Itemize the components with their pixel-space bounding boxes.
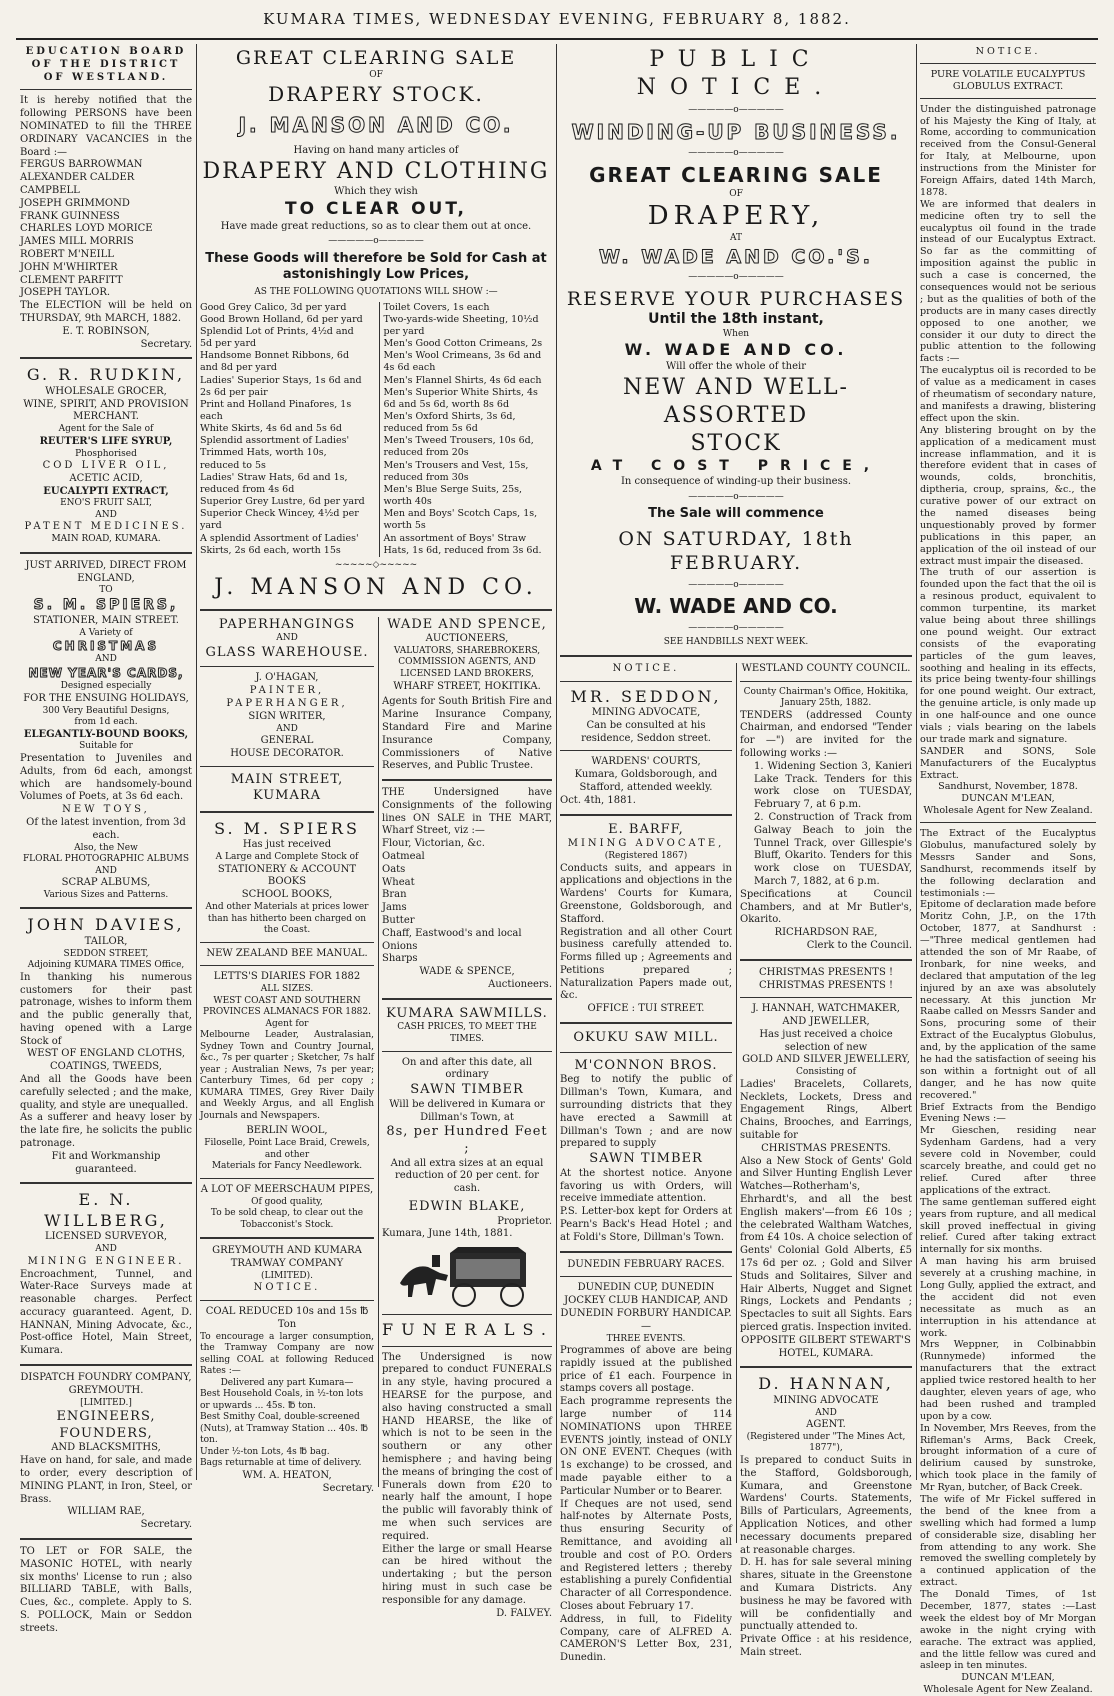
- ad-line: Has just received a choice selection of new: [759, 1028, 893, 1053]
- price-item: Splendid assortment of Ladies' Trimmed Hats, worth 10s, reduced to 5s: [200, 435, 350, 471]
- ad-line: AS THE FOLLOWING QUOTATIONS WILL SHOW :—: [254, 287, 498, 298]
- consignment-item: Flour, Victorian, &c.: [382, 838, 485, 850]
- price-item: Men's Trousers and Vest, 15s, reduced from 30s: [383, 459, 529, 483]
- price-item: Two-yards-wide Sheeting, 10½d per yard: [383, 313, 539, 337]
- nominee-list: [20, 159, 192, 300]
- ad-line: ENGINEERS, FOUNDERS,: [56, 1409, 156, 1441]
- manson-firm: J. MANSON AND CO.: [238, 113, 514, 138]
- ad-body: D. H. has for sale several mining shares, situate in the Greenstone and Kumara Districts. Any business he may be favored with will be confidentially and punctually attended to.: [740, 1557, 912, 1633]
- new-assorted: NEW AND WELL-ASSORTED: [622, 374, 849, 428]
- ad-line: LICENSED LAND BROKERS,: [400, 669, 534, 679]
- ad-line: ALL SIZES.: [260, 984, 314, 995]
- barff-name: E. BARFF,: [608, 821, 684, 837]
- ad-line: STATIONER, MAIN STREET.: [33, 614, 179, 626]
- ad-line: MINING ADVOCATE,: [591, 707, 701, 718]
- column-divider: [378, 617, 379, 1487]
- ad-line: COATINGS, TWEEDS,: [50, 1061, 162, 1073]
- okuku-title: OKUKU SAW MILL.: [573, 1030, 719, 1046]
- low-prices-headline: These Goods will therefore be Sold for Cash at astonishingly Low Prices,: [205, 250, 547, 283]
- ad-body: THE Undersigned have Consignments of the following lines ON SALE in THE MART, Wharf Street, viz :—: [382, 787, 552, 837]
- article-paragraph: We are informed that dealers in medicine often try to sell the eucalyptus oil found in the trade instead of our Eucalyptus Extract. So far as the committing of imposition against the public in such a case is concerned, the consequences would not be serious ; but as the qualities of both of the products are in many cases directly opposed to one another, we consider it our duty to direct the public attention to the following facts :—: [920, 198, 1096, 365]
- article-paragraph: The same gentleman suffered eight years from rupture, and all medical skill proved ineffectual in giving relief. Cured after taking extract internally for six months.: [920, 1196, 1096, 1256]
- column-2: GREAT CLEARING SALE OF DRAPERY STOCK. J. MANSON AND CO. Having on hand many articles of DRAPERY AND CLOTHING Which they wish TO CLEAR OUT, Have made great reductions, so as to clear them out at once. —————o————— These Goods will therefore be Sold for Cash at astonishingly Low Prices, AS THE FOLLOWING QUOTATIONS WILL SHOW :— Good Grey Calico, 3d per yard Good Brown Holland, 6d per yard Splendid Lot of Prints, 4½d and 5d per yard Handsome Bonnet Ribbons, 6d and 8d per yard Ladies' Superior Stays, 1s 6d and 2s 6d per pair Print and Holland Pinafores, 1s each White Skirts, 4s 6d and 5s 6d Splendid assortment of Ladies' Trimmed Hats, worth 10s, reduced to 5s Ladies' Straw Hats, 6d and 1s, reduced from 4s 6d Superior Grey Lustre, 6d per yard Superior Check Wincey, 4½d per yard A splendid Assortment of Ladies' Skirts, 2s 6d each, worth 15s Toilet Covers, 1s each Two-yards-wide Sheeting, 10½d per yard Men's Good Cotton Crimeans, 2s Men's Wool Crimeans, 3s 6d and 4s 6d each Men's Flannel Shirts, 4s 6d each Men's Superior White Shirts, 4s 6d and 5s 6d, worth 8s 6d Men's Oxford Shirts, 3s 6d, reduced from 5s 6d Men's Tweed Trousers, 10s 6d, reduced from 20s Men's Trousers and Vest, 15s, reduced from 30s Men's Blue Serge Suits, 25s, worth 40s Men and Boys' Scotch Caps, 1s, worth 5s An assortment of Boys' Straw Hats, 1s 6d, reduced from 3s 6d. ~~~~~◇~~~~~ J. MANSON AND CO. PAPERHANGINGS AND GLASS WAREHOUSE. J. O'HAGAN, PAINTER, PAPERHANGER, SIGN WRITER, AND GENERAL HOUSE DECORATOR. MAIN STREET, KUMARA S. M. SPIERS Has just received A Large and Complete Stock of STATIONERY & ACCOUNT BOOKS SCHOOL BOOKS, And other Materials at prices lower than has hitherto been charged on the Coast. NEW ZEALAND BEE MANUAL. LETTS'S DIARIES FOR 1882 ALL SIZES. WEST COAST AND SOUTHERN PROVINCES ALMANACS FOR 1882. Agent for Melbourne Leader, Australasian, Sydney Town and Country Journal, &c., 7s per quarter ; Sketcher, 7s half year ; Australian News, 7s per year; Canterbury Times, 6d per copy ; KUMARA TIMES, Grey River Daily and Weekly Argus, and all English Journals and Newspapers. BERLIN WOOL, Filoselle, Point Lace Braid, Crewels, and other Materials for Fancy Needlework. A LOT OF MEERSCHAUM PIPES, Of good quality, To be sold cheap, to clear out the Tobacconist's Stock. GREYMOUTH AND KUMARA TRAMWAY COMPANY (LIMITED). NOTICE. COAL REDUCED 10s and 15s ℔ Ton To encourage a larger consumption, the Tramway Company are now selling COAL at following Reduced Rates :— Delivered any part Kumara— Best Household Coals, in ½-ton lots or upwards ... 45s. ℔ ton. Best Smithy Coal, double-screened (Nuts), at Tramway Station ... 40s. ℔ ton. Under ½-ton Lots, 4s ℔ bag. Bags returnable at time of delivery. WM. A. HEATON, Secretary. WADE AND SPENCE, AUCTIONEERS, VALUATORS, SHAREBROKERS, COMMISSION AGENTS, AND LICENSED LAND BROKERS, WHARF STREET, HOKITIKA. Agents for South British Fire and Marine Insurance Company, Standard Fire and Marine Insurance Company, Commissioners of Native Reserves, and Public Trustee. THE Undersigned have Consignments of the following lines ON SALE in THE MART, Wharf Street, viz :— Flour, Victorian, &c. Oatmeal Oats Wheat Bran Jams Butter Chaff, Eastwood's and local Onions Sharps WADE & SPENCE, Auctioneers. KUMARA SAWMILLS. CASH PRICES, TO MEET THE TIMES. On and after this date, all ordinary SAWN TIMBER Will be delivered in Kumara or Dillman's Town, at 8s, per Hundred Feet ; And all extra sizes at an equal reduction of 20 per cent. for cash. EDWIN BLAKE, Proprietor. Kumara, June 14th, 1881. FUNERALS. The Undersigned is now prepared to conduct FUNERALS in any style, having procured a HEARSE for the purpose, and also having constructed a small HAND HEARSE, the like of which is not to be seen in the southern or any other hemisphere ; and having being the means of bringing the cost of Funerals down from £20 to nearly half the amount, I hope the public will favorably think of me when such services are required. Either the large or small Hearse can be hired without the undertaking ; but the person hiring must in such case be responsible for any damage. D. FALVEY.: [200, 47, 554, 1619]
- ad-line: WEST COAST AND SOUTHERN PROVINCES ALMANACS FOR 1882.: [203, 995, 371, 1018]
- ad-line: BERLIN WOOL,: [246, 1125, 328, 1137]
- ad-line: J. O'HAGAN,: [255, 672, 319, 684]
- ad-line: Which they wish: [334, 185, 418, 197]
- signatory: DUNCAN M'LEAN,: [961, 1672, 1055, 1684]
- signatory-title: Secretary.: [140, 338, 192, 350]
- ad-line: from 1d each.: [74, 717, 138, 728]
- ad-line: REUTER'S LIFE SYRUP,: [39, 435, 173, 447]
- article-paragraph: The Extract of the Eucalyptus Globulus, manufactured solely by Messrs Sander and Sons, Sandhurst, recommends itself by the following declaration and testimonials :—: [920, 828, 1096, 899]
- article-paragraph: Any blistering brought on by the application of a medicament must increase inflammation, and it is therefore evident that in cases of wounds, colds, bronchitis, diptheria, croup, sprains, &c., the curative power of our extract on the named diseases being unquestionably proved by former publications in this paper, an application of the oil instead of our extract must impair the diseased.: [920, 424, 1096, 567]
- ad-body: Encroachment, Tunnel, and Water-Race Surveys made at reasonable charges. Perfect accuracy guaranteed. Agent, D. HANNAN, Mining Advocate, &c., Post-office Hotel, Main Street, Kumara.: [20, 1268, 192, 1357]
- paperhangings-title: PAPERHANGINGS: [218, 616, 356, 632]
- ad-body: The Undersigned is now prepared to conduct FUNERALS in any style, having procured a HEARSE for the purpose, and also having constructed a small HAND HEARSE, the like of which is not to be seen in the southern or any other hemisphere ; and having being the means of bringing the cost of Funerals down from £20 to nearly half the amount, I hope the public will favorably think of me when such services are required.: [382, 1351, 552, 1542]
- article-paragraph: The Donald Times, of 1st December, 1877, states :—Last week the eldest boy of Mr Morgan awoke in the night crying with earache. The extract was applied, and the little fellow was cured and asleep in ten minutes.: [920, 1589, 1096, 1672]
- price-item: Men's Good Cotton Crimeans, 2s: [383, 338, 543, 350]
- column-divider: [736, 663, 737, 1543]
- ad-line: Will offer the whole of their: [665, 360, 806, 372]
- ad-line: OF: [729, 188, 743, 199]
- price-item: White Skirts, 4s 6d and 5s 6d: [200, 423, 342, 435]
- ad-line: Has just received: [242, 839, 332, 851]
- ad-line: 300 Very Beautiful Designs,: [42, 705, 170, 716]
- ad-line: Agent for the Sale of: [58, 424, 154, 435]
- ad-line: NEW ZEALAND BEE MANUAL.: [206, 947, 368, 959]
- ad-line: Suitable for: [79, 741, 133, 752]
- ad-body: Ladies' Bracelets, Collarets, Necklets, Lockets, Dress and Engagement Rings, Albert Chains, Brooches, and Earrings, suitable for: [740, 1078, 912, 1141]
- ad-line: MAIN ROAD, KUMARA.: [51, 534, 161, 545]
- ad-line: MAIN STREET, KUMARA: [230, 771, 344, 804]
- ad-line: [LIMITED.]: [80, 1397, 132, 1408]
- ad-line: And all extra sizes at an equal reduction of 20 per cent. for cash.: [390, 1157, 544, 1195]
- signatory-title: Clerk to the Council.: [806, 939, 912, 951]
- signatory: D. FALVEY.: [496, 1607, 552, 1619]
- eucalyptus-notice-heading: NOTICE.: [975, 46, 1041, 57]
- signatory: DUNCAN M'LEAN,: [961, 793, 1055, 805]
- hannah-name: J. HANNAH, WATCHMAKER, AND JEWELLER,: [752, 1003, 900, 1028]
- ad-line: AND BLACKSMITHS,: [51, 1442, 161, 1454]
- ad-line: AND: [815, 1407, 837, 1418]
- signatory: WILLIAM RAE,: [67, 1506, 145, 1518]
- ad-line: AND: [276, 633, 298, 644]
- nominee: JOSEPH GRIMMOND: [20, 197, 130, 209]
- ad-line: SAWN TIMBER: [410, 1082, 524, 1098]
- article-paragraph: In November, Mrs Reeves, from the Rifleman's Arms, Back Creek, brought information of a cure of delirium caused by sunstroke, which took place in the family of Mr Ryan, butcher, of Back Creek.: [920, 1422, 1096, 1494]
- manson-firm-big: J. MANSON AND CO.: [214, 575, 538, 601]
- great-clearing-sale: GREAT CLEARING SALE: [589, 162, 883, 187]
- nominee: ROBERT M'NEILL: [20, 248, 114, 260]
- price-item: Splendid Lot of Prints, 4½d and 5d per yard: [200, 325, 354, 350]
- ad-line: PATENT MEDICINES.: [24, 521, 188, 533]
- ad-line: COD LIVER OIL,: [42, 460, 170, 472]
- ad-line: Can be consulted at his residence, Seddon street.: [581, 719, 711, 744]
- ad-line: WHOLESALE GROCER,: [45, 385, 167, 397]
- ad-line: AND: [95, 865, 117, 876]
- ad-line: Phosphorised: [75, 448, 137, 459]
- price-item: Men's Oxford Shirts, 3s 6d, reduced from 5s 6d: [383, 411, 516, 435]
- signatory-title: Wholesale Agent for New Zealand.: [923, 1684, 1093, 1696]
- ad-line: A LOT OF MEERSCHAUM PIPES,: [200, 1183, 374, 1195]
- kumara-sawmills-title: KUMARA SAWMILLS.: [386, 1005, 548, 1021]
- ad-line: Of the latest invention, from 3d each.: [26, 816, 186, 841]
- signatory: WADE & SPENCE,: [419, 966, 515, 978]
- ad-line: AUCTIONEERS,: [425, 633, 509, 645]
- wade-title: W. WADE AND CO.'S.: [598, 245, 874, 268]
- ad-line: OFFICE : TUI STREET.: [587, 1003, 705, 1015]
- drapery-stock-title: DRAPERY STOCK.: [268, 81, 484, 106]
- ad-line: Adjoining KUMARA TIMES Office,: [27, 960, 185, 971]
- article-paragraph: Epitome of declaration made before Moritz Cohn, J.P., on the 17th October, 1877, at Sandhurst :—"Three medical gentlemen had attended the son of Mr Raabe, of Ironbark, for nine weeks, and declared that amputation of the leg injured by an axe was absolutely necessary. At this junction Mr Raabe called on Messrs Sander and Sons, procuring some of their Extract of the Eucalyptus Globulus, and, by the application of the same he had the satisfaction of seeing his son within a fortnight out of all danger, and he has now quite recovered.": [920, 899, 1096, 1101]
- price-item: Toilet Covers, 1s each: [383, 301, 490, 313]
- ad-line: Kumara, June 14th, 1881.: [382, 1228, 513, 1240]
- consignment-item: Onions: [382, 940, 418, 952]
- ad-line: Various Sizes and Patterns.: [43, 889, 169, 900]
- education-board-title: EDUCATION BOARD OF THE DISTRICT OF WESTLAND.: [25, 46, 187, 83]
- price-item: Men's Flannel Shirts, 4s 6d each: [383, 374, 542, 386]
- tramway-title: GREYMOUTH AND KUMARA TRAMWAY COMPANY: [212, 1245, 362, 1269]
- consignment-item: Butter: [382, 915, 415, 927]
- col3-lower-left: [560, 663, 732, 1665]
- ad-line: Oct. 4th, 1881.: [560, 794, 636, 806]
- ad-line: Designed especially: [60, 681, 152, 692]
- drapery-title: DRAPERY,: [647, 201, 825, 232]
- nominee: JAMES MILL MORRIS: [20, 236, 134, 248]
- ad-body: And other Materials at prices lower than has hitherto been charged on the Coast.: [205, 902, 369, 936]
- price-item: A splendid Assortment of Ladies' Skirts, 2s 6d each, worth 15s: [200, 532, 359, 556]
- ad-body: At the shortest notice. Anyone favoring us with Orders, will receive immediate attention.: [560, 1167, 732, 1205]
- ad-line: CASH PRICES, TO MEET THE TIMES.: [397, 1022, 537, 1044]
- sale-commence: The Sale will commence: [648, 506, 824, 522]
- spiers-name: S. M. SPIERS,: [33, 596, 179, 613]
- masthead-rule: [16, 38, 1098, 40]
- article-paragraph: Mr Gieschen, residing near Sydenham Gardens, had a very severe cold in November, could scarcely breathe, and could get no relief. Cured after three applications of the extract.: [920, 1125, 1096, 1196]
- ad-line: MINING ENGINEER.: [27, 1255, 185, 1267]
- article-paragraph: The wife of Mr Fickel suffered in the bend of the knee from a swelling which had formed a lump of considerable size, disabling her from attending to any work. She removed the swelling completely by a continued application of the extract.: [920, 1493, 1096, 1589]
- ad-body: Conducts suits, and appears in applications and objections in the Wardens' Courts for Kumara, Greenstone, Goldsborough, and Stafford.: [560, 862, 732, 925]
- price-list: [200, 302, 552, 557]
- ad-line: NEW YEAR'S CARDS,: [28, 665, 184, 680]
- price-item: Ladies' Superior Stays, 1s 6d and 2s 6d per pair: [200, 374, 362, 398]
- consignment-item: Sharps: [382, 953, 418, 965]
- seddon-name: MR. SEDDON,: [570, 686, 722, 706]
- davies-name: JOHN DAVIES,: [27, 915, 185, 935]
- price-item: Men's Superior White Shirts, 4s 6d and 5s 6d, worth 8s 6d: [383, 386, 538, 410]
- column-divider: [196, 44, 197, 1480]
- ad-line: (Registered under "The Mines Act, 1877"),: [746, 1431, 906, 1454]
- nominee: FRANK GUINNESS: [20, 210, 120, 222]
- col2-lower-right: [382, 617, 552, 1621]
- article-paragraph: Sandhurst, November, 1878.: [938, 781, 1078, 793]
- ad-body: In thanking his numerous customers for their past patronage, wishes to inform them and the public generally that, having opened with a Large Stock of: [20, 971, 192, 1047]
- ad-line: CHRISTMAS: [52, 639, 160, 654]
- ad-line: GLASS WAREHOUSE.: [205, 644, 369, 660]
- ad-line: HOUSE DECORATOR.: [230, 747, 344, 759]
- price-item: Superior Check Wincey, 4½d per yard: [200, 508, 359, 532]
- ad-line: Fit and Workmanship guaranteed.: [51, 1150, 161, 1175]
- ad-line: In consequence of winding-up their business.: [620, 476, 852, 488]
- ad-body: And all the Goods have been carefully selected ; and the make, quality, and style are unequalled.: [20, 1074, 192, 1111]
- ad-line: Bags returnable at time of delivery.: [200, 1458, 362, 1469]
- price-item: Men's Tweed Trousers, 10s 6d, reduced from 20s: [383, 435, 534, 459]
- col3-lower: [560, 662, 912, 1664]
- nominee: JOHN M'WHIRTER: [20, 261, 118, 273]
- ad-line: FLORAL PHOTOGRAPHIC ALBUMS: [22, 854, 190, 865]
- ad-line: WHARF STREET, HOKITIKA.: [393, 680, 541, 692]
- ad-line: On and after this date, all ordinary: [401, 1056, 533, 1081]
- hearse-illustration: [392, 1245, 542, 1309]
- ad-body: Beg to notify the public of Dillman's Town, Kumara, and surrounding districts that they have erected a Sawmill at Dillman's Town ; and are now prepared to supply: [560, 1074, 732, 1150]
- column-1: [20, 46, 192, 1636]
- column-4: [920, 46, 1096, 1696]
- wade-and-co: W. WADE AND CO.: [624, 340, 848, 360]
- ad-line: When: [722, 328, 750, 339]
- ad-line: TO: [99, 585, 113, 596]
- christmas-title: CHRISTMAS PRESENTS ! CHRISTMAS PRESENTS !: [758, 966, 894, 991]
- signatory: RICHARDSON RAE,: [774, 927, 878, 939]
- price-item: Superior Grey Lustre, 6d per yard: [200, 496, 365, 508]
- ad-line: JUST ARRIVED, DIRECT FROM ENGLAND,: [25, 559, 187, 584]
- ad-line: (Registered 1867): [604, 851, 688, 861]
- nominee: CLEMENT PARFITT: [20, 274, 123, 286]
- winding-up-title: WINDING-UP BUSINESS.: [571, 119, 901, 144]
- ad-line: ELEGANTLY-BOUND BOOKS,: [23, 728, 189, 740]
- price-item: Ladies' Straw Hats, 6d and 1s, reduced from 4s 6d: [200, 471, 348, 495]
- ad-body: If Cheques are not used, send half-notes by Alternate Posts, thus ensuring Security of Remittance, and avoiding all trouble and cost of P.O. Orders and Registered letters ; thereby establishing a purely Confidential Character of all Correspondence. Closes about February 17.: [560, 1498, 732, 1612]
- nominee: ALEXANDER CALDER CAMPBELL: [20, 172, 135, 196]
- ad-line: GOLD AND SILVER JEWELLERY,: [742, 1054, 910, 1066]
- ad-line: NOTICE.: [253, 1282, 321, 1294]
- ad-line: 8s, per Hundred Feet ;: [386, 1124, 548, 1156]
- ad-line: VALUATORS, SHAREBROKERS, COMMISSION AGENTS, AND: [393, 645, 541, 668]
- stock: STOCK: [690, 430, 782, 456]
- ad-line: DUNEDIN CUP, DUNEDIN JOCKEY CLUB HANDICAP, AND DUNEDIN FORBURY HANDICAP.—: [560, 1282, 732, 1332]
- signatory-title: Wholesale Agent for New Zealand.: [923, 805, 1093, 817]
- col2-lower-left: [200, 617, 374, 1496]
- ad-line: WARDENS' COURTS,: [591, 756, 701, 768]
- signatory-title: Proprietor.: [497, 1215, 552, 1227]
- funerals-title: FUNERALS.: [382, 1320, 554, 1340]
- ad-body: Programmes of above are being rapidly issued at the published price of £1 each. Fourpence in stamps covers all postage.: [560, 1345, 732, 1395]
- article-paragraph: A man having his arm bruised severely at a crushing machine, in Long Gully, applied the extract, and the accident did not even necessitate as much as an interruption in his attendance at work.: [920, 1256, 1096, 1339]
- sm-spiers-name: S. M. SPIERS: [214, 818, 360, 838]
- column-divider: [556, 44, 557, 1480]
- nominee: FERGUS BARROWMAN: [20, 159, 143, 171]
- price-item: Print and Holland Pinafores, 1s each: [200, 398, 352, 422]
- ad-line: Will be delivered in Kumara or Dillman's Town, at: [389, 1098, 545, 1123]
- mcconnon-name: M'CONNON BROS.: [574, 1057, 718, 1073]
- ad-line: Best Household Coals, in ½-ton lots or upwards ... 45s. ℔ ton.: [200, 1389, 364, 1411]
- ad-body: Either the large or small Hearse can be hired without the undertaking ; but the person hiring must in such case be responsible for any damage.: [382, 1543, 552, 1606]
- ad-line: WINE, SPIRIT, AND PROVISION: [23, 398, 189, 410]
- ad-line: EUCALYPTI EXTRACT,: [43, 485, 169, 497]
- ad-line: AND: [95, 1244, 117, 1255]
- ad-body: Also a New Stock of Gents' Gold and Silver Hunting English Lever Watches—Rotherham's, Ehrhardt's, and all the best English makers'—from £6 10s ; the celebrated Waltham Watches, from £4 10s. A choice selection of Gents' Colonial Gold Alberts, £5 17s 6d per oz. ; Gold and Silver Studs and Solitaires, Silver and Hair Alberts, Nugget and Signet Rings, Lockets and Pendants ; Spectacles to suit all Sights. Ears pierced gratis. Inspection invited.: [740, 1155, 912, 1333]
- ad-line: Delivered any part Kumara—: [220, 1377, 354, 1388]
- ad-line: COAL REDUCED 10s and 15s ℔ Ton: [205, 1305, 369, 1330]
- ad-line: AND: [95, 654, 117, 665]
- eucalyptus-title: PURE VOLATILE EUCALYPTUS GLOBULUS EXTRACT.: [930, 68, 1086, 92]
- ad-line: AND: [276, 723, 298, 734]
- clear-out: TO CLEAR OUT,: [285, 198, 467, 219]
- nominee: JOSEPH TAYLOR.: [20, 287, 111, 299]
- signatory: EDWIN BLAKE,: [408, 1198, 526, 1214]
- ad-line: To be sold cheap, to clear out the Tobacconist's Stock.: [210, 1208, 364, 1230]
- ad-line: SEDDON STREET,: [63, 948, 149, 959]
- article-paragraph: SANDER and SONS, Sole Manufacturers of the Eucalyptus Extract.: [920, 745, 1096, 781]
- ad-line: AGENT.: [806, 1419, 846, 1431]
- ad-line: LICENSED SURVEYOR,: [44, 1231, 168, 1243]
- education-board-body: It is hereby notified that the following PERSONS have been NOMINATED to fill the THREE ORDINARY VACANCIES in the Board :—: [20, 95, 192, 158]
- ad-line: TAILOR,: [84, 935, 128, 947]
- ad-line: OPPOSITE GILBERT STEWART'S HOTEL, KUMARA.: [741, 1334, 911, 1359]
- reserve-purchases: RESERVE YOUR PURCHASES: [566, 287, 906, 310]
- ad-line: Agent for: [265, 1018, 309, 1029]
- price-item: Good Brown Holland, 6d per yard: [200, 313, 363, 325]
- ad-line: FOR THE ENSUING HOLIDAYS,: [23, 692, 189, 704]
- ad-line: WEST OF ENGLAND CLOTHS,: [27, 1048, 185, 1060]
- ad-line: Filoselle, Point Lace Braid, Crewels, and other: [204, 1138, 370, 1160]
- races-title: DUNEDIN FEBRUARY RACES.: [567, 1258, 725, 1270]
- price-item: Men's Wool Crimeans, 3s 6d and 4s 6d each: [383, 350, 542, 374]
- consignment-item: Oats: [382, 863, 406, 875]
- council-title: WESTLAND COUNTY COUNCIL.: [741, 662, 911, 674]
- ad-body: To encourage a larger consumption, the Tramway Company are now selling COAL at following Reduced Rates :—: [200, 1331, 374, 1377]
- signatory-title: Auctioneers.: [488, 979, 552, 991]
- consignment-item: Jams: [382, 902, 407, 914]
- rudkin-name: G. R. RUDKIN,: [26, 365, 186, 385]
- ad-body: Melbourne Leader, Australasian, Sydney Town and Country Journal, &c., 7s per quarter ; Sketcher, 7s half year ; Australian News, 7s per year; Canterbury Times, 6d per copy ; KUMARA TIMES, Grey River Daily and Weekly Argus, and all English Journals and Newspapers.: [200, 1030, 374, 1121]
- ad-line: STATIONERY & ACCOUNT BOOKS: [217, 863, 357, 888]
- article-paragraph: The eucalyptus oil is recorded to be of value as a medicament in cases of rheumatism of secondary nature, and manifests a drawing, blistering effect upon the skin.: [920, 365, 1096, 424]
- ad-line: NOTICE.: [612, 662, 680, 674]
- ad-body: P.S. Letter-box kept for Orders at Pearn's Back's Head Hotel ; and at Foldi's Store, Dillman's Town.: [560, 1206, 732, 1243]
- ad-line: AT: [729, 233, 742, 244]
- signatory: WM. A. HEATON,: [242, 1469, 332, 1481]
- ad-line: OF: [369, 70, 383, 81]
- consignment-item: Oatmeal: [382, 851, 425, 863]
- ad-line: PAINTER, PAPERHANGER,: [226, 685, 348, 709]
- nominee: CHARLES LOYD MORICE: [20, 223, 153, 235]
- signatory: E. T. ROBINSON,: [62, 325, 150, 337]
- consignment-item: Wheat: [382, 876, 415, 888]
- to-let-notice: TO LET or FOR SALE, the MASONIC HOTEL, with nearly six months' License to run ; also BILLIARD TABLE, with Balls, Cues, &c., complete. Apply to S. S. POLLOCK, Main or Seddon streets.: [20, 1546, 192, 1634]
- article-paragraph: The truth of our assertion is founded upon the fact that the oil is a resinous product, equivalent to common turpentine, its market value being about three shillings one pound weight. Our extract consists of the evaporating particles of the gum leaves, soothing and healing in its effects, its price being twenty-four shillings for one pound weight. Our extract, the genuine article, is only made up in one half-ounce and one ounce vials ; vials bearing on the labels our trade mark and signature.: [920, 567, 1096, 745]
- price-item: An assortment of Boys' Straw Hats, 1s 6d, reduced from 3s 6d.: [383, 532, 542, 556]
- ad-line: SEE HANDBILLS NEXT WEEK.: [663, 637, 809, 648]
- election-notice: The ELECTION will be held on THURSDAY, 9th MARCH, 1882.: [20, 300, 192, 324]
- ad-body: As a sufferer and heavy loser by the late fire, he solicits the public patronage.: [20, 1112, 192, 1150]
- price-item: Men's Blue Serge Suits, 25s, worth 40s: [383, 483, 523, 508]
- article-paragraph: Brief Extracts from the Bendigo Evening News :—: [920, 1101, 1096, 1125]
- article-paragraph: Mrs Weppner, in Colbinabbin (Runnymede) informed the manufacturers that the extract applied twice restored health to her daughter, eleven years of age, who had been rushed and trampled upon by a cow.: [920, 1339, 1096, 1422]
- wade-and-co-big: W. WADE AND CO.: [634, 594, 838, 619]
- ad-line: SAWN TIMBER: [589, 1151, 703, 1167]
- consignment-item: Bran: [382, 889, 407, 901]
- ad-line: THREE EVENTS.: [606, 1333, 686, 1344]
- price-item: Handsome Bonnet Ribbons, 6d and 8d per yard: [200, 350, 350, 374]
- masthead: KUMARA TIMES, WEDNESDAY EVENING, FEBRUARY 8, 1882.: [263, 10, 851, 28]
- col3-lower-right: [740, 663, 912, 1660]
- willberg-name: E. N. WILLBERG,: [44, 1190, 168, 1230]
- consignment-list: [382, 838, 552, 966]
- ad-body: Have on hand, for sale, and made to order, every description of MINING PLANT, in Iron, Steel, or Brass.: [20, 1455, 192, 1505]
- hannan-name: D. HANNAN,: [758, 1374, 894, 1394]
- column-divider: [916, 44, 917, 1480]
- ad-body: Is prepared to conduct Suits in the Stafford, Goldsborough, Kumara, and Greenstone Wardens' Courts. Statements, Bills of Particulars, Agreements, Application Notices, and other necessary documents prepared at reasonable charges.: [740, 1454, 912, 1556]
- foundry-title: DISPATCH FOUNDRY COMPANY, GREYMOUTH.: [20, 1372, 192, 1396]
- saturday-date: ON SATURDAY, 18th FEBRUARY.: [618, 527, 854, 575]
- signatory-title: Secretary.: [140, 1519, 192, 1531]
- ad-line: Also, the New: [74, 842, 138, 853]
- ad-line: MERCHANT.: [73, 411, 139, 423]
- ad-line: LETTS'S DIARIES FOR 1882: [213, 971, 361, 983]
- ad-body: Agents for South British Fire and Marine Insurance Company, Standard Fire and Marine Insurance Company, Commissioners of Native Reserves, and Public Trustee.: [382, 696, 552, 772]
- ad-line: SCRAP ALBUMS,: [61, 877, 151, 889]
- price-item: Men and Boys' Scotch Caps, 1s, worth 5s: [383, 508, 538, 532]
- ad-body: Specifications at Council Chambers, and at Mr Butler's, Okarito.: [740, 888, 912, 926]
- ad-line: A Variety of: [79, 627, 133, 638]
- ad-line: Kumara, Goldsborough, and Stafford, attended weekly.: [574, 769, 718, 793]
- ad-line: Under ½-ton Lots, 4s ℔ bag.: [200, 1446, 330, 1457]
- ad-body: Presentation to Juveniles and Adults, from 6d each, amongst which are handsomely-bound Volumes of Poets, at 3s 6d each.: [20, 752, 192, 803]
- ad-line: CHRISTMAS PRESENTS.: [761, 1142, 891, 1154]
- col2-lower: [200, 616, 554, 1619]
- ad-line: MINING ADVOCATE,: [567, 838, 725, 850]
- ad-body: Each programme represents the large number of 114 NOMINATIONS upon THREE EVENTS jointly, instead of ONLY ON ONE EVENT. Cheques (with 1s exchange) to be crossed, and made payable either to a Particular Number or to Bearer.: [560, 1396, 732, 1497]
- clearing-sale-title: GREAT CLEARING SALE: [235, 47, 517, 69]
- ad-body: Address, in full, to Fidelity Company, care of ALFRED A. CAMERON'S Letter Box, 231, Dunedin.: [560, 1613, 732, 1664]
- ad-line: Of good quality,: [251, 1196, 323, 1207]
- ad-line: MINING ADVOCATE: [773, 1394, 879, 1406]
- ad-line: ENO'S FRUIT SALT,: [60, 498, 152, 509]
- ad-line: (LIMITED).: [261, 1270, 313, 1281]
- price-item: Good Grey Calico, 3d per yard: [200, 301, 347, 313]
- ad-line: County Chairman's Office, Hokitika, January 25th, 1882.: [743, 686, 909, 709]
- ad-line: NEW TOYS,: [62, 804, 150, 816]
- ad-line: Materials for Fancy Needlework.: [211, 1161, 363, 1172]
- column-3: PUBLIC NOTICE. —————o————— WINDING-UP BUSINESS. —————o————— GREAT CLEARING SALE OF DRAPERY, AT W. WADE AND CO.'S. —————o————— RESERVE YOUR PURCHASES Until the 18th instant, When W. WADE AND CO. Will offer the whole of their NEW AND WELL-ASSORTED STOCK AT COST PRICE, In consequence of winding-up their business. —————o————— The Sale will commence ON SATURDAY, 18th FEBRUARY. —————o————— W. WADE AND CO. —————o————— SEE HANDBILLS NEXT WEEK. NOTICE. MR. SEDDON, MINING ADVOCATE, Can be consulted at his residence, Seddon street. WARDENS' COURTS, Kumara, Goldsborough, and Stafford, attended weekly. Oct. 4th, 1881. E. BARFF, MINING ADVOCATE, (Registered 1867) Conducts suits, and appears in applications and objections in the Wardens' Courts for Kumara, Greenstone, Goldsborough, and Stafford. Registration and all other Court business carefully attended to. Forms filled up ; Agreements and Petitions prepared ; Naturalization Papers made out, &c. OFFICE : TUI STREET. OKUKU SAW MILL. M'CONNON BROS. Beg to notify the public of Dillman's Town, Kumara, and surrounding districts that they have erected a Sawmill at Dillman's Town ; and are now prepared to supply SAWN TIMBER At the shortest notice. Anyone favoring us with Orders, will receive immediate attention. P.S. Letter-box kept for Orders at Pearn's Back's Head Hotel ; and at Foldi's Store, Dillman's Town. DUNEDIN FEBRUARY RACES. DUNEDIN CUP, DUNEDIN JOCKEY CLUB HANDICAP, AND DUNEDIN FORBURY HANDICAP.— THREE EVENTS. Programmes of above are being rapidly issued at the published price of £1 each. Fourpence in stamps covers all postage. Each programme represents the large number of 114 NOMINATIONS upon THREE EVENTS jointly, instead of ONLY ON ONE EVENT. Cheques (with 1s exchange) to be crossed, and made payable either to a Particular Number or to Bearer. If Cheques are not used, send half-notes by Alternate Posts, thus ensuring Security of Remittance, and avoiding all trouble and cost of P.O. Orders and Registered letters ; thereby establishing a purely Confidential Character of all Correspondence. Closes about February 17. Address, in full, to Fidelity Company, care of ALFRED A. CAMERON'S Letter Box, 231, Dunedin. WESTLAND COUNTY COUNCIL. County Chairman's Office, Hokitika, January 25th, 1882. TENDERS (addressed County Chairman, and endorsed "Tender for —") are invited for the following works :— 1. Widening Section 3, Kanieri Lake Track. Tenders for this work close on TUESDAY, February 7, at 6 p.m. 2. Construction of Track from Galway Beach to join the Tunnel Track, over Gillespie's Bluff, Okarito. Tenders for this work close on TUESDAY, March 7, 1882, at 6 p.m. Specifications at Council Chambers, and at Mr Butler's, Okarito. RICHARDSON RAE, Clerk to the Council. CHRISTMAS PRESENTS ! CHRISTMAS PRESENTS ! J. HANNAH, WATCHMAKER, AND JEWELLER, Has just received a choice selection of new GOLD AND SILVER JEWELLERY, Consisting of Ladies' Bracelets, Collarets, Necklets, Lockets, Dress and Engagement Rings, Albert Chains, Brooches, and Earrings, suitable for CHRISTMAS PRESENTS. Also a New Stock of Gents' Gold and Silver Hunting English Lever Watches—Rotherham's, Ehrhardt's, and all the best English makers'—from £6 10s ; the celebrated Waltham Watches, from £4 10s. A choice selection of Gents' Colonial Gold Alberts, £5 17s 6d per oz. ; Gold and Silver Studs and Solitaires, Silver and Hair Alberts, Nugget and Signet Rings, Lockets and Pendants ; Spectacles to suit all Sights. Ears pierced gratis. Inspection invited. OPPOSITE GILBERT STEWART'S HOTEL, KUMARA. D. HANNAN, MINING ADVOCATE AND AGENT. (Registered under "The Mines Act, 1877"), Is prepared to conduct Suits in the Stafford, Goldsborough, Kumara, and Greenstone Wardens' Courts. Statements, Bills of Particulars, Agreements, Application Notices, and other necessary documents prepared at reasonable charges. D. H. has for sale several mining shares, situate in the Greenstone and Kumara Districts. Any business he may be favored with will be confidentially and punctually attended to. Private Office : at his residence, Main street.: [560, 47, 912, 1664]
- ad-line: Until the 18th instant,: [648, 310, 824, 327]
- article-paragraph: Under the distinguished patronage of his Majesty the King of Italy, at Rome, according to communication received from the Consul-General for Italy, at Melbourne, upon instructions from the Minister for Foreign Affairs, dated 14th March, 1878.: [920, 103, 1096, 198]
- ad-line: A Large and Complete Stock of: [215, 852, 359, 863]
- ad-line: AND: [95, 509, 117, 520]
- ad-line: SCHOOL BOOKS,: [241, 889, 333, 901]
- ad-line: GENERAL: [260, 735, 314, 747]
- ad-body: TENDERS (addressed County Chairman, and endorsed "Tender for —") are invited for the following works :—: [740, 709, 912, 759]
- tender-item: 1. Widening Section 3, Kanieri Lake Track. Tenders for this work close on TUESDAY, February 7, at 6 p.m.: [754, 760, 912, 811]
- drapery-clothing: DRAPERY AND CLOTHING: [202, 158, 550, 184]
- ad-line: Having on hand many articles of: [293, 145, 459, 157]
- at-cost-price: AT COST PRICE,: [590, 458, 882, 475]
- tender-item: 2. Construction of Track from Galway Beach to join the Tunnel Track, over Gillespie's Bluff, Okarito. Tenders for this work close on TUESDAY, March 7, 1882, at 6 p.m.: [754, 811, 912, 887]
- consignment-item: Chaff, Eastwood's and local: [382, 927, 522, 939]
- ad-line: ACETIC ACID,: [69, 472, 143, 484]
- ad-line: SIGN WRITER,: [248, 710, 326, 722]
- ad-body: Registration and all other Court business carefully attended to. Forms filled up ; Agreements and Petitions prepared ; Naturalization Papers made out, &c.: [560, 926, 732, 1002]
- signatory-title: Secretary.: [322, 1482, 374, 1494]
- public-notice-title: PUBLIC NOTICE.: [636, 47, 836, 101]
- ad-body: Private Office : at his residence, Main street.: [740, 1634, 912, 1658]
- ad-line: Best Smithy Coal, double-screened (Nuts), at Tramway Station ... 40s. ℔ ton.: [200, 1412, 369, 1446]
- ad-line: Consisting of: [796, 1067, 856, 1078]
- wade-spence-title: WADE AND SPENCE,: [387, 616, 547, 632]
- ad-line: Have made great reductions, so as to clear them out at once.: [220, 220, 532, 232]
